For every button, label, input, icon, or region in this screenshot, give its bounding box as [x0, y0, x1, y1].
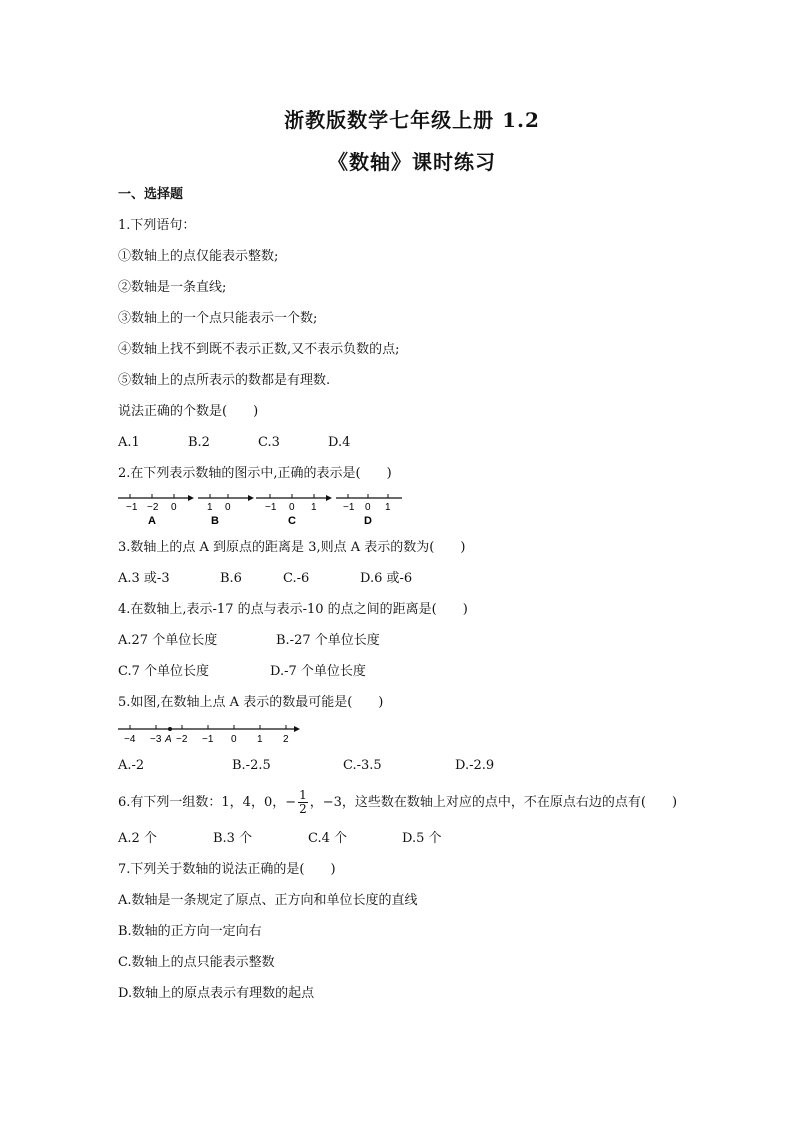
- q6-option-a: A.2 个: [118, 831, 157, 846]
- q3-option-c: C.-6: [283, 571, 310, 586]
- q4-option-c: C.7 个单位长度: [118, 664, 210, 679]
- q4-option-d: D.-7 个单位长度: [270, 664, 366, 679]
- q5-number-line: [114, 719, 314, 749]
- q1-option-c: C.3: [258, 435, 280, 450]
- q2-number-line-figures: [112, 488, 412, 532]
- q6-option-c: C.4 个: [308, 831, 348, 846]
- q2-figure-b: [198, 494, 254, 527]
- q1-question: 说法正确的个数是( ): [118, 404, 259, 419]
- q1-option-b: B.2: [188, 435, 210, 450]
- q1-option-a: A.1: [118, 435, 140, 450]
- q5-point-label: A: [165, 734, 172, 745]
- q5-option-c: C.-3.5: [343, 758, 382, 773]
- q6-fraction-denominator: 2: [299, 802, 307, 816]
- q5-tick-label: −4: [124, 734, 136, 745]
- q6-stem-part-2: ，−3，这些数在数轴上对应的点中，不在原点右边的点有( ): [309, 795, 678, 810]
- q5-option-a: A.-2: [118, 758, 145, 773]
- q2c-tick-label: −1: [265, 502, 277, 513]
- q5-tick-label: 1: [257, 734, 263, 745]
- document-title: 浙教版数学七年级上册 1.2: [284, 108, 540, 132]
- q6-fraction: [298, 789, 308, 816]
- q4-option-b: B.-27 个单位长度: [276, 633, 380, 648]
- q1-statement-2: ②数轴是一条直线;: [118, 280, 227, 295]
- q7-stem: 7.下列关于数轴的说法正确的是( ): [118, 862, 336, 877]
- q2d-tick-label: 0: [365, 502, 371, 513]
- q2c-tick-label: 1: [311, 502, 317, 513]
- q3-option-a: A.3 或-3: [118, 571, 170, 586]
- q6-option-d: D.5 个: [402, 831, 442, 846]
- section-heading: 一、选择题: [118, 187, 184, 202]
- q4-option-a: A.27 个单位长度: [118, 633, 218, 648]
- q7-option-b: B.数轴的正方向一定向右: [118, 924, 262, 939]
- q5-tick-label: −2: [176, 734, 188, 745]
- q5-point-a: [168, 727, 172, 731]
- q2b-figure-label: B: [211, 515, 219, 527]
- q3-option-d: D.6 或-6: [360, 571, 413, 586]
- q5-stem: 5.如图,在数轴上点 A 表示的数最可能是( ): [118, 695, 384, 710]
- q2-figure-a: [118, 494, 194, 527]
- q2-figure-d: [336, 494, 402, 527]
- q2d-figure-label: D: [364, 515, 372, 527]
- q2b-tick-label: 1: [207, 502, 213, 513]
- q5-option-b: B.-2.5: [232, 758, 271, 773]
- q1-statement-1: ①数轴上的点仅能表示整数;: [118, 249, 279, 264]
- q6-fraction-numerator: 1: [299, 788, 307, 802]
- q6-stem-part-1: 6.有下列一组数：1，4，0，−: [118, 795, 297, 810]
- q2a-tick-label: −1: [126, 502, 138, 513]
- q7-option-d: D.数轴上的原点表示有理数的起点: [118, 986, 315, 1001]
- document-subtitle: 《数轴》课时练习: [328, 150, 496, 174]
- q7-option-a: A.数轴是一条规定了原点、正方向和单位长度的直线: [118, 893, 418, 908]
- q5-tick-label: −1: [202, 734, 214, 745]
- q6-stem: [118, 788, 677, 818]
- q2-figure-c: [256, 494, 332, 527]
- q5-tick-label: 0: [231, 734, 237, 745]
- q1-statement-5: ⑤数轴上的点所表示的数都是有理数.: [118, 373, 331, 388]
- q1-statement-3: ③数轴上的一个点只能表示一个数;: [118, 311, 318, 326]
- q2a-figure-label: A: [148, 515, 156, 527]
- q2d-tick-label: −1: [343, 502, 355, 513]
- q6-option-b: B.3 个: [213, 831, 253, 846]
- q2a-tick-label: 0: [171, 502, 177, 513]
- q3-option-b: B.6: [220, 571, 242, 586]
- q2c-figure-label: C: [288, 515, 296, 527]
- q5-option-d: D.-2.9: [455, 758, 495, 773]
- q4-stem: 4.在数轴上,表示-17 的点与表示-10 的点之间的距离是( ): [118, 602, 468, 617]
- q5-tick-label: 2: [283, 734, 289, 745]
- q1-stem: 1.下列语句：: [118, 218, 196, 233]
- q3-stem: 3.数轴上的点 A 到原点的距离是 3,则点 A 表示的数为( ): [118, 540, 466, 555]
- q2d-tick-label: 1: [385, 502, 391, 513]
- q2b-tick-label: 0: [225, 502, 231, 513]
- q2a-tick-label: −2: [147, 502, 159, 513]
- q5-tick-label: −3: [150, 734, 162, 745]
- q1-statement-4: ④数轴上找不到既不表示正数,又不表示负数的点;: [118, 342, 400, 357]
- q2-stem: 2.在下列表示数轴的图示中,正确的表示是( ): [118, 466, 392, 481]
- q1-option-d: D.4: [328, 435, 351, 450]
- q2c-tick-label: 0: [289, 502, 295, 513]
- q7-option-c: C.数轴上的点只能表示整数: [118, 955, 275, 970]
